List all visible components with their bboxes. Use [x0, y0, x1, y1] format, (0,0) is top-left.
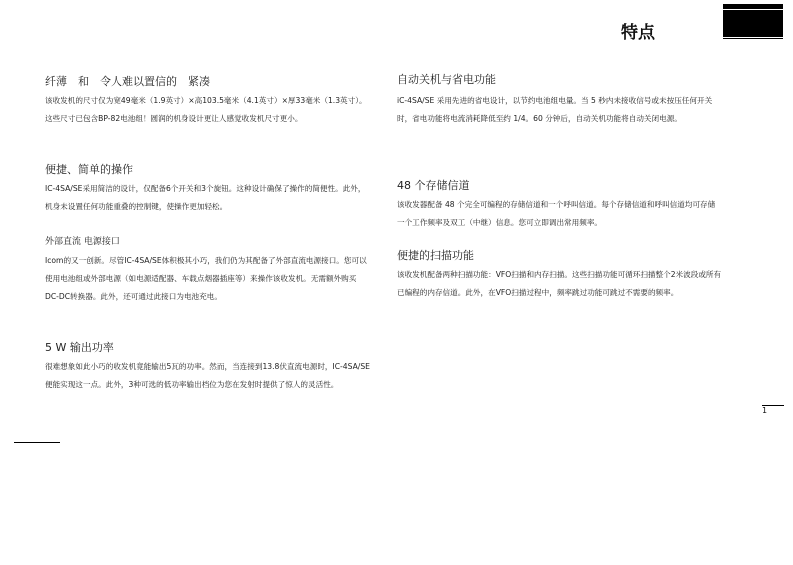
- section-compact: [45, 74, 370, 128]
- section-body: 很难想象如此小巧的收发机竟能输出5瓦的功率。然而，当连接到13.8伏直流电源时，IC-4SA/SE便能实现这一点。此外，3种可选的低功率输出档位为您在发射时提供了惊人的灵活性。: [45, 362, 370, 389]
- section-easy-operation: [45, 162, 370, 216]
- section-body: IC-4SA/SE采用简洁的设计，仅配备6个开关和3个旋钮。这种设计确保了操作的简便性。此外，机身未设置任何功能重叠的控制键，使操作更加轻松。: [45, 184, 366, 211]
- section-body: iC-4SA/SE 采用先进的省电设计，以节约电池组电量。当 5 秒内未接收信号或未按压任何开关时，省电功能将电流消耗降低至约 1/4。60 分钟后，自动关机功能将自动关闭电源。: [397, 96, 713, 123]
- section-heading: 自动关机与省电功能: [397, 73, 496, 86]
- page-number: 1: [762, 406, 768, 415]
- footer-rule: [14, 442, 60, 443]
- section-body: 该收发机的尺寸仅为宽49毫米（1.9英寸）×高103.5毫米（4.1英寸）×厚33毫米（1.3英寸）。这些尺寸已包含BP-82电池组！圆润的机身设计更让人感觉收发机尺寸更小。: [45, 96, 367, 123]
- section-scan-functions: [397, 248, 722, 302]
- section-dc-jack: [45, 234, 370, 306]
- corner-tab-marker: [723, 4, 783, 37]
- section-body: 该收发机配备两种扫描功能：VFO扫描和内存扫描。这些扫描功能可循环扫描整个2米波段或所有已编程的内存信道。此外，在VFO扫描过程中，频率跳过功能可跳过不需要的频率。: [397, 270, 722, 297]
- section-heading: 外部直流 电源接口: [45, 237, 120, 247]
- section-heading: 48 个存储信道: [397, 179, 470, 192]
- section-heading: 便捷的扫描功能: [397, 249, 474, 262]
- section-heading: 纤薄 和 令人难以置信的 紧凑: [45, 75, 210, 88]
- section-output-power: [45, 340, 370, 394]
- corner-rule: [723, 38, 783, 39]
- section-body: Icom的又一创新。尽管IC-4SA/SE体积极其小巧，我们仍为其配备了外部直流电源接口。您可以使用电池组或外部电源（如电源适配器、车载点烟器插座等）来操作该收发机。无需额外购买DC-DC转换器。此外，还可通过此接口为电池充电。: [45, 256, 367, 301]
- section-heading: 便捷、简单的操作: [45, 163, 133, 176]
- section-body: 该收发器配备 48 个完全可编程的存储信道和一个呼叫信道。每个存储信道和呼叫信道均可存储一个工作频率及双工（中继）信息。您可立即调出常用频率。: [397, 200, 716, 227]
- page-title: 特点: [621, 23, 655, 43]
- section-heading: 5 W 输出功率: [45, 341, 114, 354]
- section-memory-channels: [397, 178, 722, 232]
- section-auto-power-off: [397, 72, 722, 128]
